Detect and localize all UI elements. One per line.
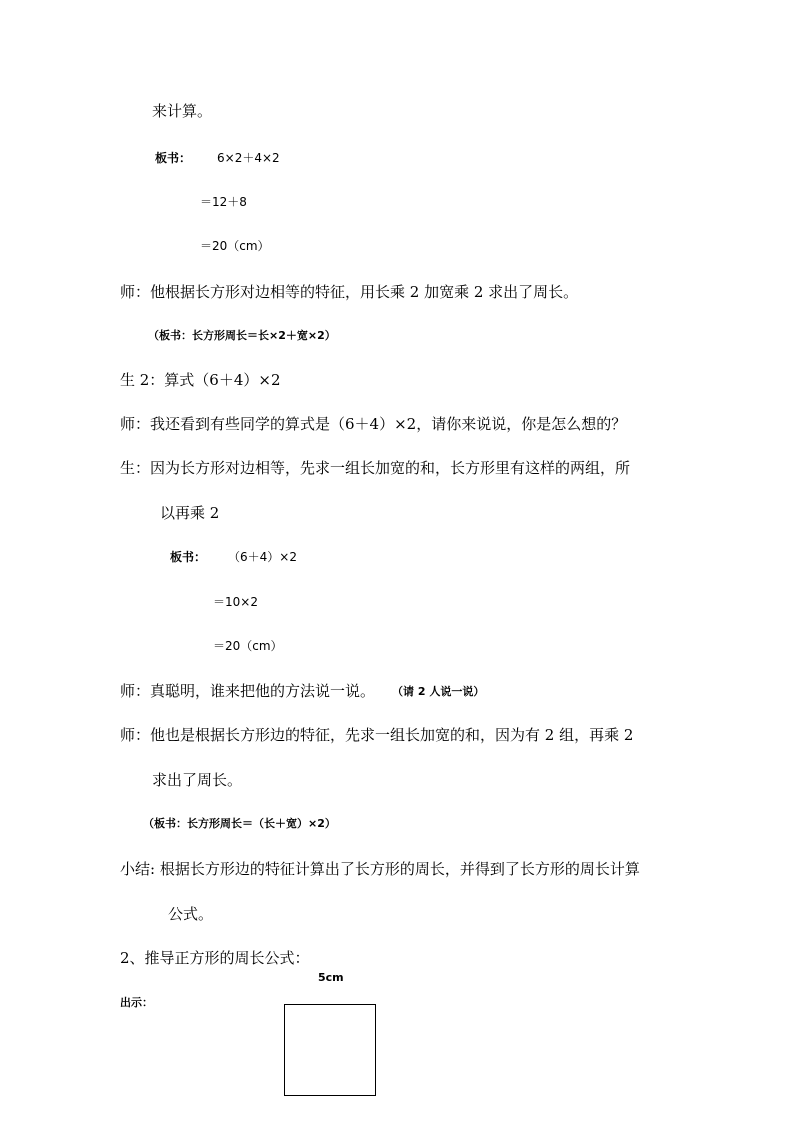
- section-heading: 2、推导正方形的周长公式：: [120, 949, 310, 967]
- math-expression: （6＋4）×2: [228, 550, 297, 564]
- teacher-line: 师：他根据长方形对边相等的特征，用长乘 2 加宽乘 2 求出了周长。: [120, 283, 579, 301]
- math-step: ＝20（cm）: [213, 639, 283, 653]
- board-note: （板书：长方形周长＝（长＋宽）×2）: [143, 817, 336, 830]
- board-label: 板书：: [170, 550, 207, 564]
- student-line-continued: 以再乘 2: [160, 504, 220, 522]
- square-figure: [284, 1004, 376, 1096]
- square-side-label: 5cm: [318, 971, 344, 984]
- show-label: 出示：: [120, 996, 153, 1009]
- summary-line-continued: 公式。: [168, 905, 214, 923]
- teacher-line: 师：我还看到有些同学的算式是（6＋4）×2，请你来说说，你是怎么想的？: [120, 415, 627, 433]
- teacher-line-continued: 求出了周长。: [152, 771, 243, 789]
- teacher-note: （请 2 人说一说）: [392, 685, 485, 698]
- summary-line: 小结: 根据长方形边的特征计算出了长方形的周长，并得到了长方形的周长计算: [120, 860, 640, 878]
- student-line: 生：因为长方形对边相等，先求一组长加宽的和，长方形里有这样的两组，所: [120, 459, 631, 477]
- math-step: ＝20（cm）: [200, 239, 270, 253]
- math-expression: 6×2＋4×2: [217, 151, 280, 165]
- teacher-line: 师：他也是根据长方形边的特征，先求一组长加宽的和，因为有 2 组，再乘 2: [120, 726, 634, 744]
- text-line: 来计算。: [152, 102, 213, 120]
- math-step: ＝12＋8: [200, 195, 247, 209]
- board-label: 板书：: [155, 151, 192, 165]
- teacher-line: 师：真聪明，谁来把他的方法说一说。: [120, 682, 376, 700]
- student-line: 生 2：算式（6＋4）×2: [120, 371, 281, 389]
- board-note: （板书：长方形周长＝长×2＋宽×2）: [148, 329, 336, 342]
- math-step: ＝10×2: [213, 595, 258, 609]
